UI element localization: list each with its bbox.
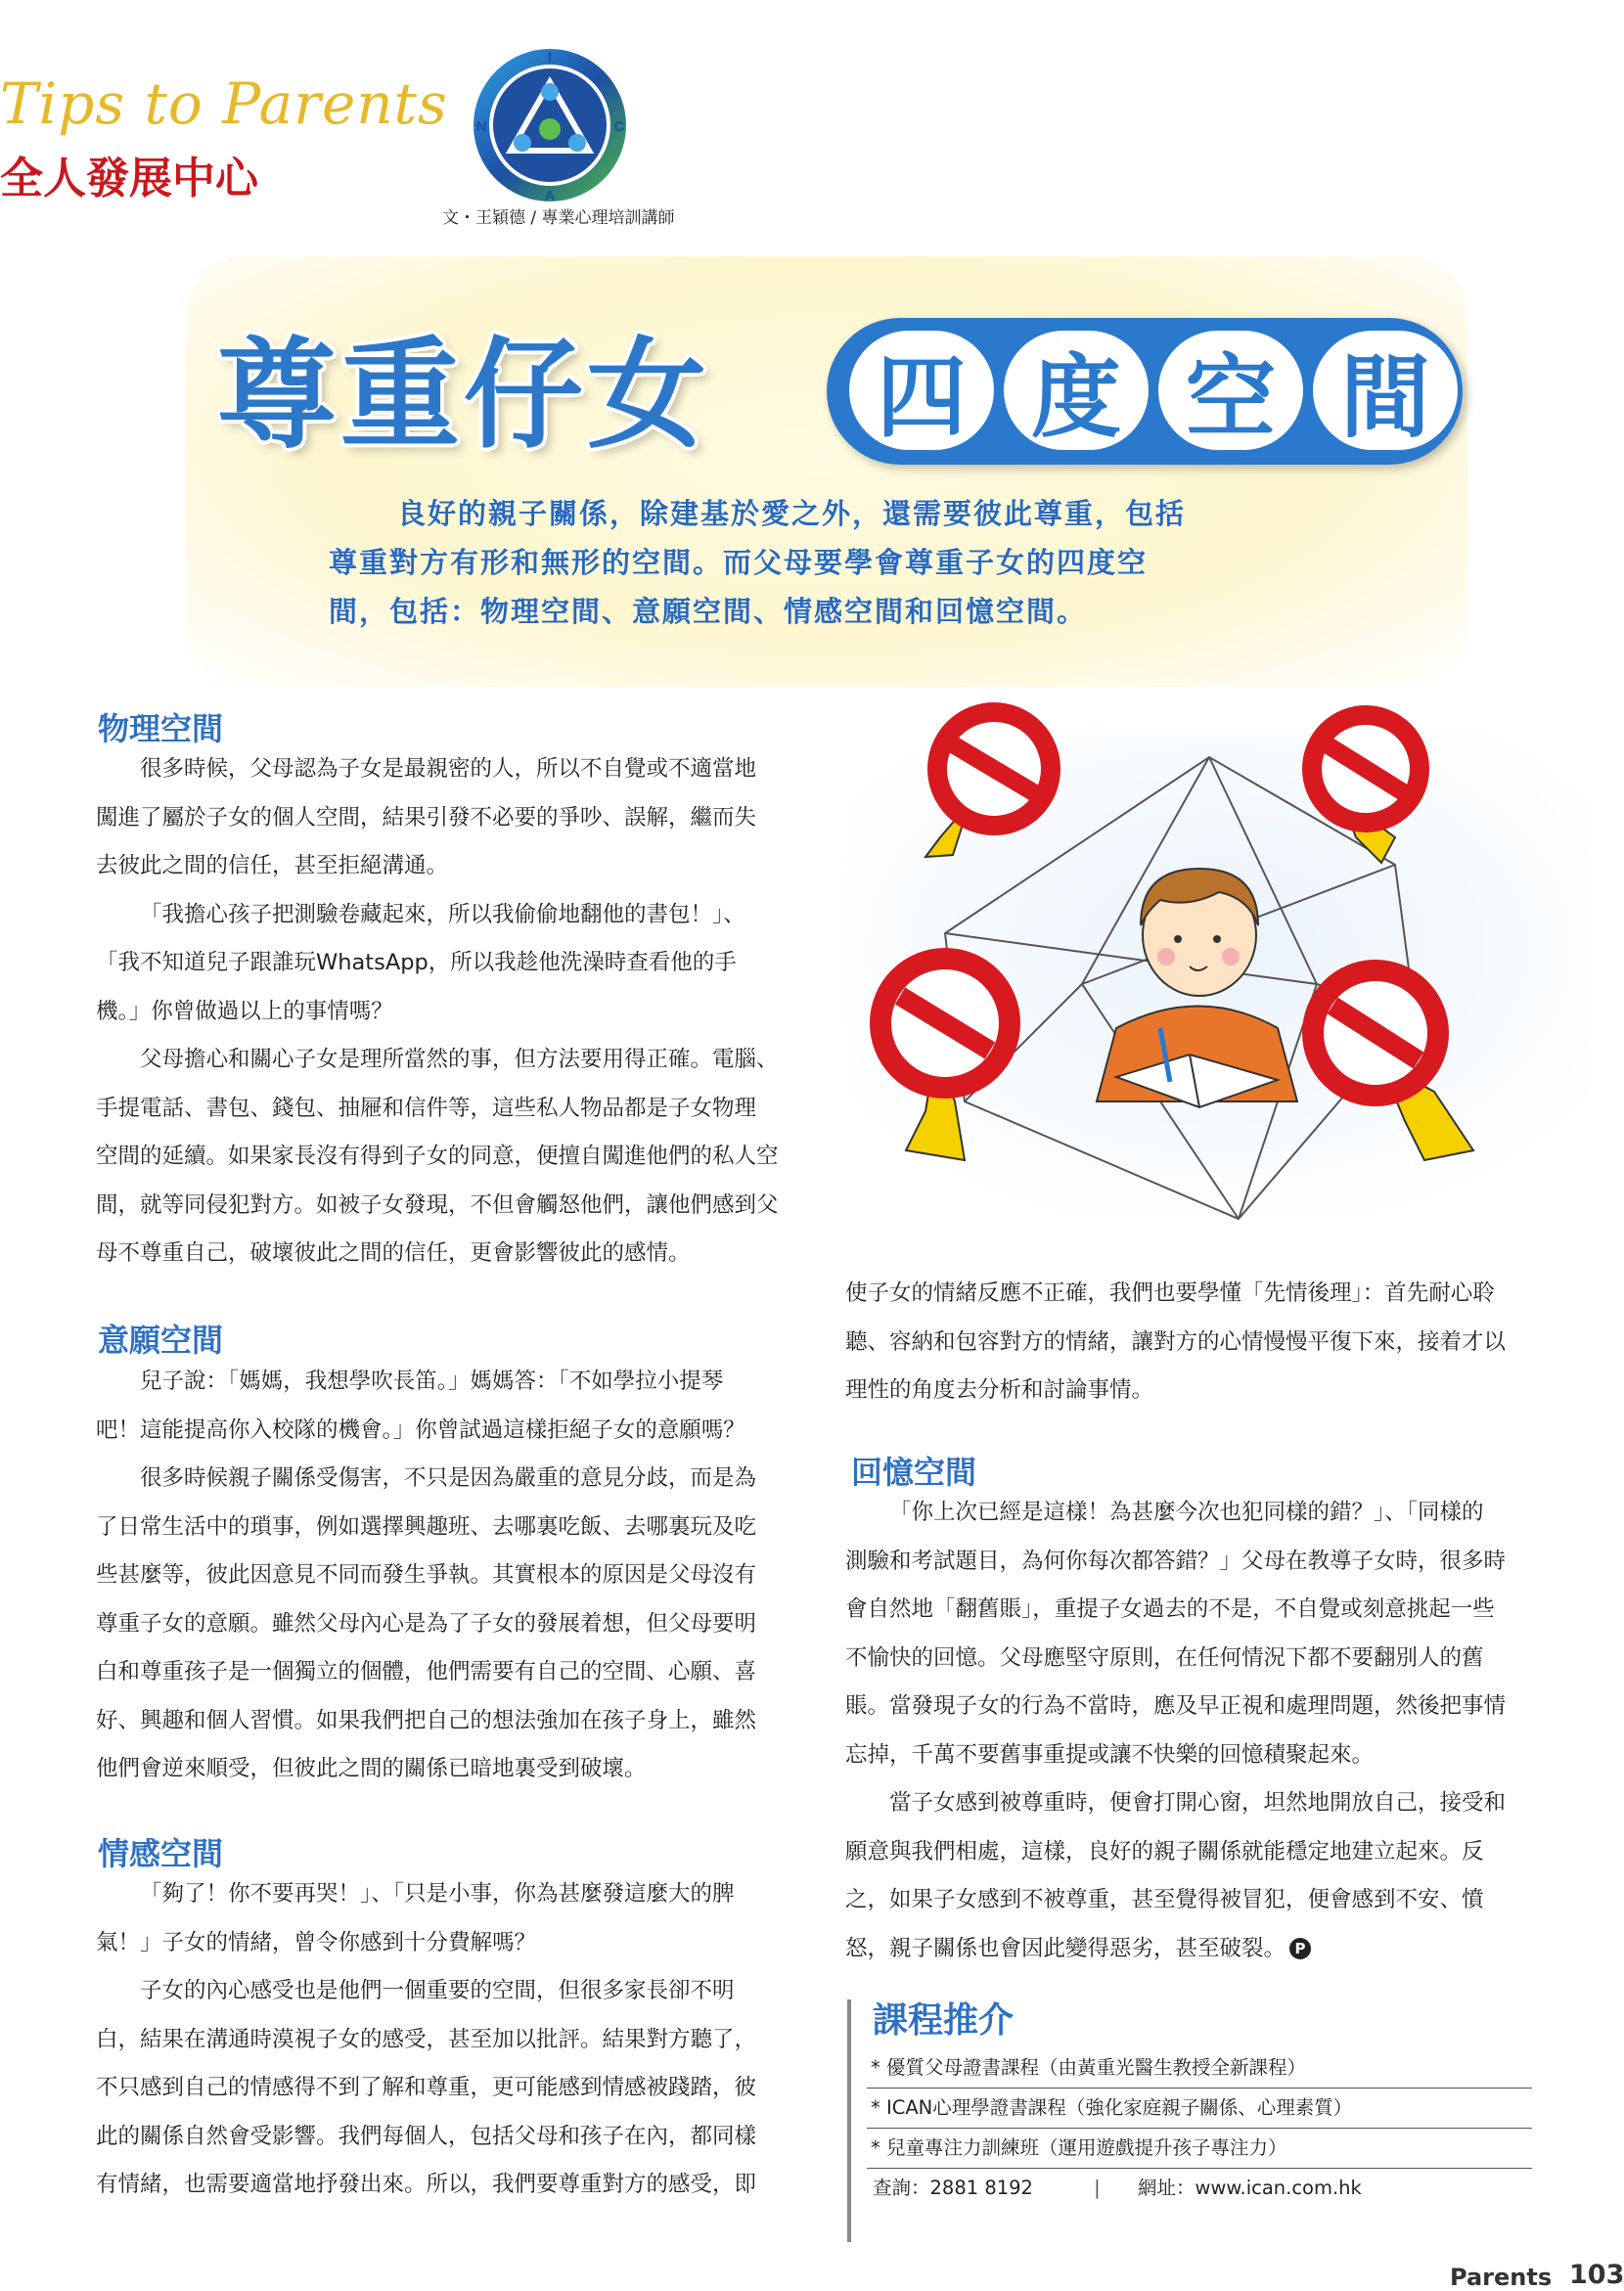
text-line: 氣！」子女的情緒，曾令你感到十分費解嗎？ — [96, 1929, 537, 1955]
section-heading-memory: 回憶空間 — [851, 1454, 977, 1491]
text-line: 些甚麼等，彼此因意見不同而發生爭執。其實根本的原因是父母沒有 — [96, 1562, 757, 1588]
text-line: 「我不知道兒子跟誰玩WhatsApp，所以我趁他洗澡時查看他的手 — [96, 950, 737, 975]
section-heading-emotion: 情感空間 — [98, 1835, 224, 1872]
text-line: 好、興趣和個人習慣。如果我們把自己的想法強加在孩子身上，雖然 — [96, 1707, 757, 1733]
intro-paragraph — [329, 489, 1317, 636]
intro-line: 間，包括：物理空間、意願空間、情感空間和回憶空間。 — [329, 595, 1088, 628]
course-list — [867, 2048, 1532, 2208]
text-line: 了日常生活中的瑣事，例如選擇興趣班、去哪裏吃飯、去哪裏玩及吃 — [96, 1513, 757, 1540]
text-line: 理性的角度去分析和討論事情。 — [845, 1377, 1154, 1403]
course-item: * 兒童專注力訓練班（運用遊戲提升孩子專注力） — [867, 2129, 1532, 2169]
end-mark-icon: P — [1289, 1938, 1311, 1959]
logo-letter-c: C — [613, 118, 625, 135]
text-line — [845, 1925, 1550, 1974]
page-number: 103 — [1569, 2260, 1624, 2290]
text-line: 很多時候，父母認為子女是最親密的人，所以不自覺或不適當地 — [140, 756, 757, 782]
text-line: 聽、容納和包容對方的情緒，讓對方的心情慢慢平復下來，接着才以 — [845, 1328, 1507, 1355]
text-line: 之，如果子女感到不被尊重，甚至覺得被冒犯，便會感到不安、憤 — [845, 1887, 1484, 1912]
text-line: 白和尊重孩子是一個獨立的個體，他們需要有自己的空間、心願、喜 — [96, 1659, 757, 1685]
section-heading-will: 意願空間 — [98, 1322, 224, 1359]
text-line: 子女的內心感受也是他們一個重要的空間，但很多家長卻不明 — [140, 1978, 735, 2003]
logo-letter-i: I — [547, 49, 553, 66]
text-line: 很多時候親子關係受傷害，不只是因為嚴重的意見分歧，而是為 — [140, 1465, 757, 1491]
logo-letter-n: N — [475, 118, 487, 135]
text-line: 機。」你曾做過以上的事情嗎？ — [96, 998, 393, 1024]
title-char: 四 — [849, 331, 994, 450]
text-line: 他們會逆來順受，但彼此之間的關係已暗地裏受到破壞。 — [96, 1756, 647, 1781]
illustration-boy-in-cube — [847, 691, 1591, 1238]
text-line: 當子女感到被尊重時，便會打開心窗，坦然地開放自己，接受和 — [889, 1790, 1507, 1816]
text-line: 兒子說：「媽媽，我想學吹長笛。」媽媽答：「不如學拉小提琴 — [140, 1369, 724, 1394]
text-line: 「我擔心孩子把測驗卷藏起來，所以我偷偷地翻他的書包！」、 — [140, 901, 745, 927]
text-line: 賬。當發現子女的行為不當時，應及早正視和處理問題，然後把事情 — [845, 1693, 1507, 1719]
intro-line: 尊重對方有形和無形的空間。而父母要學會尊重子女的四度空 — [329, 546, 1149, 579]
logo-letter-a: A — [544, 188, 556, 204]
memory-space-text — [845, 1489, 1550, 1973]
course-item: * ICAN心理學證書課程（強化家庭親子關係、心理素質） — [867, 2089, 1532, 2129]
intro-line: 良好的親子關係，除建基於愛之外，還需要彼此尊重，包括 — [397, 497, 1187, 530]
text-line: 願意與我們相處，這樣，良好的親子關係就能穩定地建立起來。反 — [845, 1838, 1484, 1864]
website-link[interactable]: 網址：www.ican.com.hk — [1137, 2177, 1362, 2199]
text-line: 會自然地「翻舊賬」，重提子女過去的不是，不自覺或刻意挑起一些 — [845, 1596, 1495, 1622]
text-line: 空間的延續。如果家長沒有得到子女的同意，便擅自闖進他們的私人空 — [96, 1144, 779, 1169]
title-char: 空 — [1158, 331, 1303, 450]
course-contact — [867, 2169, 1532, 2208]
text-line: 尊重子女的意願。雖然父母內心是為了子女的發展着想，但父母要明 — [96, 1610, 757, 1637]
author-credit: 文・王穎德 / 專業心理培訓講師 — [442, 208, 675, 228]
center-name: 全人發展中心 — [0, 154, 258, 203]
text-line: 吧！這能提高你入校隊的機會。」你曾試過這樣拒絕子女的意願嗎？ — [96, 1416, 745, 1443]
text-line: 父母擔心和關心子女是理所當然的事，但方法要用得正確。電腦、 — [140, 1047, 779, 1072]
text-line: 間，就等同侵犯對方。如被子女發現，不但會觸怒他們，讓他們感到父 — [96, 1191, 779, 1218]
text-line: 測驗和考試題目，為何你每次都答錯？」父母在教導子女時，很多時 — [845, 1548, 1507, 1574]
text-line: 「你上次已經是這樣！為甚麼今次也犯同樣的錯？」、「同樣的 — [889, 1500, 1484, 1525]
will-space-text — [96, 1358, 800, 1794]
course-item: * 優質父母證書課程（由黃重光醫生教授全新課程） — [867, 2048, 1532, 2089]
text-line-content: 怒，親子關係也會因此變得惡劣，甚至破裂。 — [845, 1935, 1286, 1961]
text-line: 母不尊重自己，破壞彼此之間的信任，更會影響彼此的感情。 — [96, 1240, 691, 1266]
magazine-brand: Parents — [1450, 2264, 1553, 2291]
text-line: 闖進了屬於子女的個人空間，結果引發不必要的爭吵、誤解，繼而失 — [96, 804, 757, 831]
title-pill-chars — [849, 331, 1458, 450]
ican-logo — [474, 49, 626, 202]
text-line: 不愉快的回憶。父母應堅守原則，在任何情況下都不要翻別人的舊 — [845, 1644, 1484, 1671]
text-line: 有情緒，也需要適當地抒發出來。所以，我們要尊重對方的感受，即 — [96, 2172, 757, 2197]
text-line: 白，結果在溝通時漠視子女的感受，甚至加以批評。結果對方聽了， — [96, 2026, 757, 2052]
text-line: 使子女的情緒反應不正確，我們也要學懂「先情後理」：首先耐心聆 — [845, 1280, 1495, 1306]
course-divider-bar — [847, 1999, 851, 2242]
contact-separator: | — [1094, 2177, 1101, 2199]
text-line: 手提電話、書包、錢包、抽屜和信件等，這些私人物品都是子女物理 — [96, 1095, 757, 1121]
emotion-space-text — [96, 1870, 800, 2210]
text-line: 此的關係自然會受影響。我們每個人，包括父母和孩子在內，都同樣 — [96, 2123, 757, 2149]
text-line: 「夠了！你不要再哭！」、「只是小事，你為甚麼發這麼大的脾 — [140, 1881, 735, 1907]
phone-info: 查詢：2881 8192 — [873, 2177, 1033, 2199]
course-heading: 課程推介 — [873, 2000, 1015, 2041]
main-title: 尊重仔女 — [217, 326, 710, 465]
section-heading-physical: 物理空間 — [98, 710, 224, 747]
emotion-space-continued-text — [845, 1270, 1550, 1415]
title-char: 間 — [1313, 331, 1458, 450]
physical-space-text — [96, 745, 800, 1279]
title-char: 度 — [1004, 331, 1149, 450]
text-line: 去彼此之間的信任，甚至拒絕溝通。 — [96, 853, 449, 878]
tips-to-parents-label: Tips to Parents — [0, 70, 448, 137]
text-line: 不只感到自己的情感得不到了解和尊重，更可能感到情感被踐踏，彼 — [96, 2075, 757, 2100]
text-line: 忘掉，千萬不要舊事重提或讓不快樂的回憶積聚起來。 — [845, 1741, 1375, 1768]
